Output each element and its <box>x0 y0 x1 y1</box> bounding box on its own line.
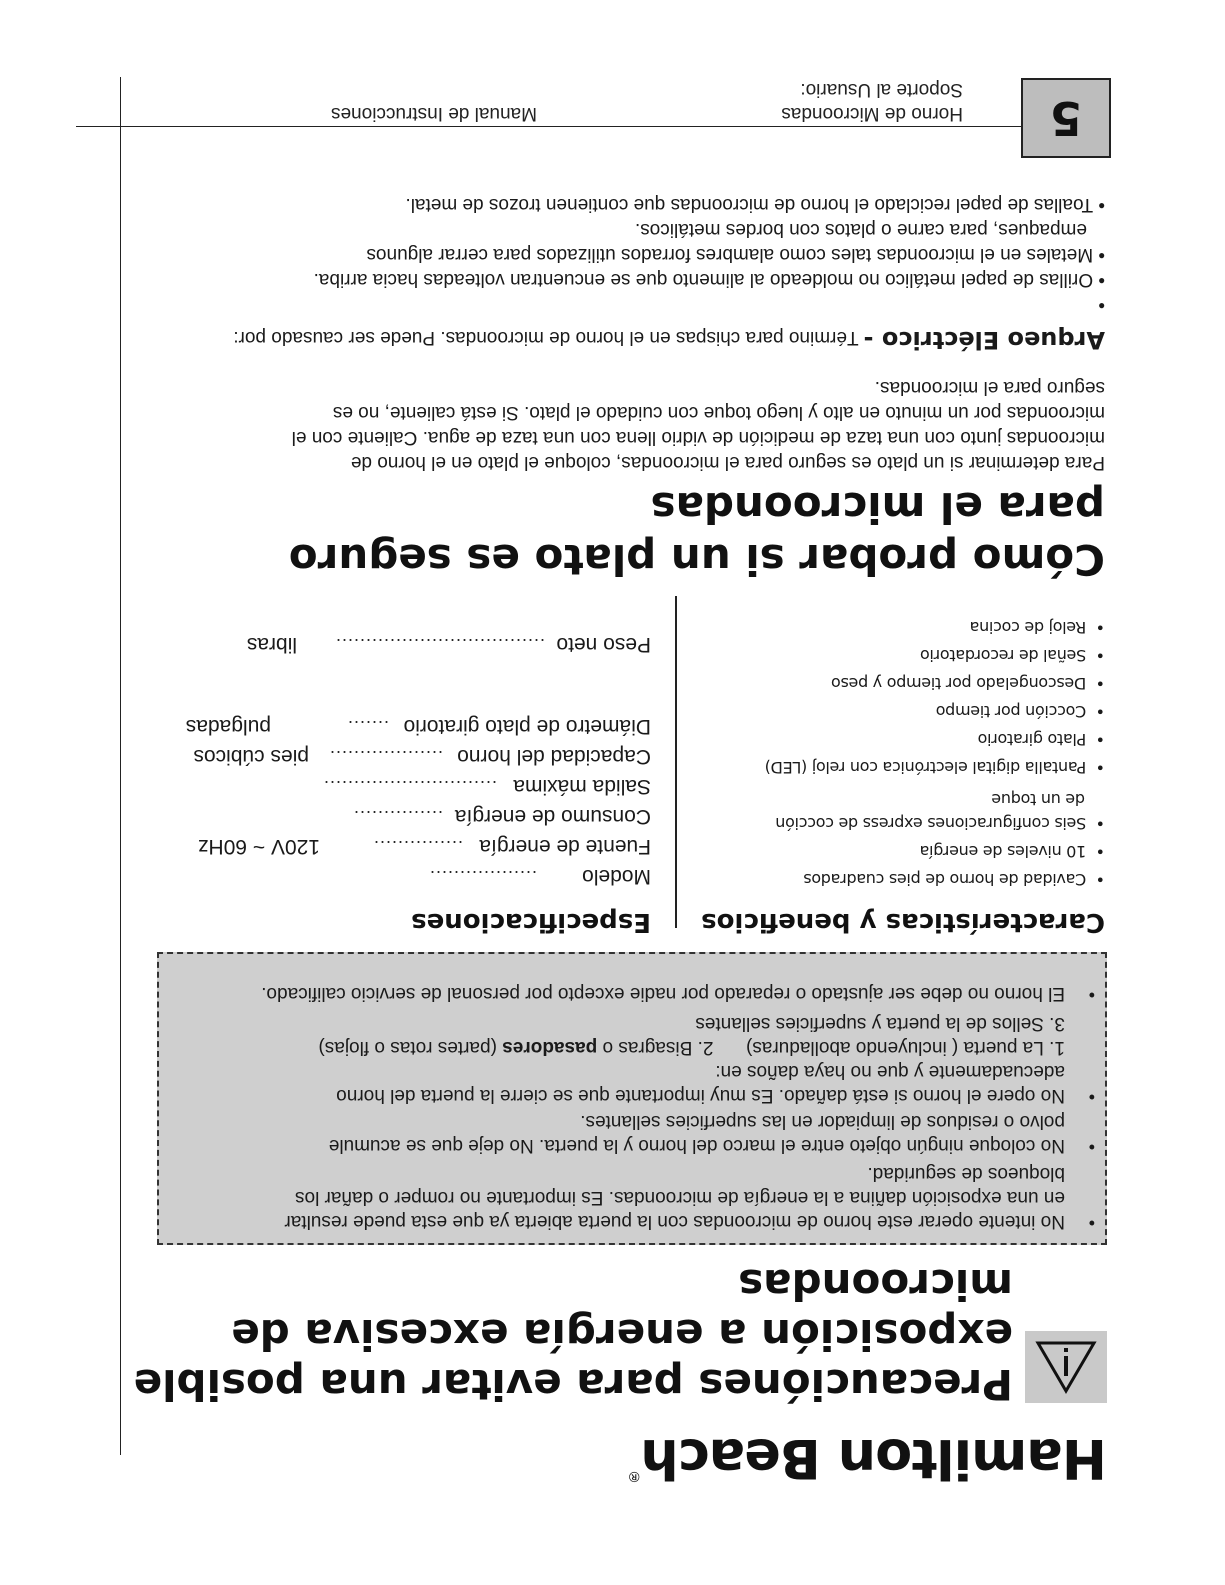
spec-label: Modelo <box>582 865 651 888</box>
precaution-item: El horno no debe ser ajustado o reparado por nadie excepto por personal de servicio calificado. <box>261 983 1065 1004</box>
feature-item: de un toque <box>991 790 1085 809</box>
arcing-item: empaques, para carne o platos con bordes metálicos. <box>634 219 1087 240</box>
spec-dots: .................. <box>428 867 537 887</box>
spec-label: Capacidad del horno <box>457 745 651 768</box>
spec-value: pies cúbicos <box>193 745 309 768</box>
spec-label: Consumo de energía <box>454 805 651 828</box>
spec-value: libras <box>246 633 297 656</box>
arcing-item: • Toallas de papel reciclado el horno de microondas que contienen trozos de metal. <box>405 194 1105 215</box>
spec-label: Diámetro de plato giratorio <box>403 715 651 738</box>
spec-label: Peso neto <box>556 633 651 656</box>
bullet: • <box>1088 1087 1095 1107</box>
spec-dots: ............... <box>352 807 443 827</box>
feature-item: • 10 niveles de energía <box>919 842 1105 861</box>
precaution-item: No intente operar este horno de microondas con la puerta abierta ya que esta puede resultar en una exposición dañina a la energía de microondas. Es importante no romper o dañar los bloqueos de seguridad. <box>284 1163 1065 1232</box>
arcing-term: Arqueo Eléctrico - <box>863 326 1105 354</box>
feature-item: • Cavidad de horno de pies cuadrados <box>803 870 1105 889</box>
header-manual-label: Manual de Instrucciones <box>331 103 537 124</box>
arcing-item: • Orillas de papel metálico no moldeado al alimento que se encuentran volteadas hacia arriba. <box>313 269 1105 290</box>
header-rule <box>76 126 1111 127</box>
margin-rule <box>120 77 121 1455</box>
spec-value: pulgadas <box>185 715 271 738</box>
feature-item: • Descongelado por tiempo y peso <box>831 674 1105 693</box>
bullet: • <box>1088 1213 1095 1233</box>
spec-label: Fuente de energía <box>479 835 651 858</box>
warning-triangle-icon <box>1025 1331 1107 1403</box>
spec-dots: ............................. <box>322 777 497 797</box>
column-divider <box>675 596 677 928</box>
feature-item: • Cocción por tiempo <box>935 702 1105 721</box>
precautions-title: Precauciónes para evitar una posible exposición a energía excesiva de microondas <box>133 1260 1013 1409</box>
spec-dots: ............... <box>372 837 463 857</box>
page-number: 5 <box>1021 78 1111 158</box>
arcing-item: • <box>1093 294 1105 315</box>
bullet: • <box>1088 1137 1095 1157</box>
specs-title: Especificaciones <box>411 907 651 937</box>
arcing-item: • Metales en el microondas tales como alambres forrados utilizados para cerrar algunos <box>366 244 1105 265</box>
arcing-list <box>314 192 1105 317</box>
spec-dots: ................... <box>328 747 443 767</box>
header-product: Horno de Microondas Soporte al Usuario: <box>781 79 963 124</box>
feature-item: • Pantalla digital electrónica con reloj (LED) <box>764 758 1105 777</box>
feature-item: • Señal de recordatorio <box>920 646 1105 665</box>
spec-dots: ................................... <box>334 635 545 655</box>
arcing-definition: Arqueo Eléctrico - Término para chispas en el horno de microondas. Puede ser causado por: <box>233 326 1105 354</box>
precautions-box <box>157 952 1107 1245</box>
bullet: • <box>1088 985 1095 1005</box>
feature-item: • Plato giratorio <box>977 730 1105 749</box>
spec-value: 120V ~ 60Hz <box>197 835 320 858</box>
precaution-item: No opere el horno si está dañado. Es muy importante que se cierre la puerta del horno adecuadamente y que no haya daños en: 1. La puerta ( incluyendo abolladuras) 2. Bisagras o pasadores (partes rotas o flojas) 3. Sellos de la puerta y superficies sellantes <box>318 1013 1065 1106</box>
spec-label: Salida máxima <box>513 775 651 798</box>
brand-logo: Hamilton Beach® <box>628 1427 1107 1490</box>
features-title: Características y beneficios <box>701 907 1105 937</box>
precaution-item: No coloque ningún objeto entre el marco del horno y la puerta. No deje que se acumule polvo o residuos de limpiador en las superficies sellantes. <box>328 1111 1065 1156</box>
feature-item: • Reloj de cocina <box>969 618 1105 637</box>
plate-test-title: Cómo probar si un plato es seguro para el microondas <box>288 483 1105 584</box>
feature-item: • Seis configuraciones express de cocción <box>775 814 1105 833</box>
plate-test-paragraph: Para determinar si un plato es seguro para el microondas, coloque el plato en el horno de microondas junto con una taza de medición de vidrio llena con una taza de agua. Caliente con el microondas por un minuto en alto y luego toque con cuidado el plato. Si está caliente, no es seguro para el microondas. <box>291 377 1105 473</box>
spec-dots: ....... <box>346 717 389 737</box>
